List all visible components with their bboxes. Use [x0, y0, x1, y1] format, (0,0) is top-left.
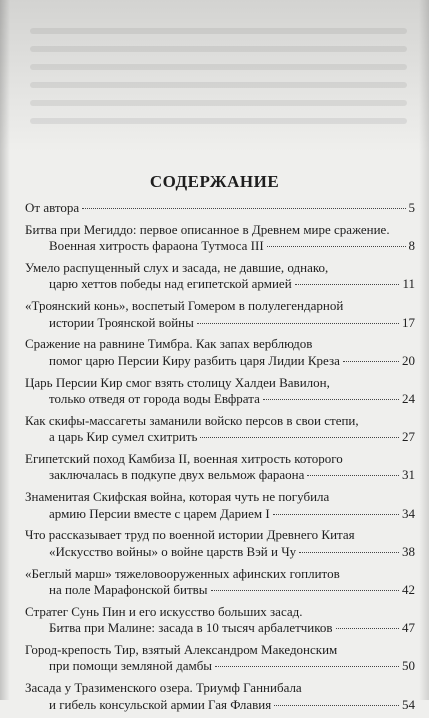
- toc-entry: [25, 336, 415, 369]
- toc-entry-line: [25, 566, 415, 582]
- dot-leader: [343, 361, 399, 362]
- dot-leader: [295, 284, 400, 285]
- page-edge-shadow: [419, 0, 429, 700]
- toc-entry: [25, 375, 415, 408]
- toc-entry-line: [25, 260, 415, 276]
- toc-entry-line: [25, 413, 415, 429]
- faded-text-line: [30, 100, 407, 106]
- toc-entry-line: [25, 375, 415, 391]
- faded-text-line: [30, 46, 407, 52]
- toc-entry-line: [25, 200, 415, 216]
- toc-entry-title: Как скифы-массагеты заманили войско персов в свои степи,: [25, 412, 359, 428]
- toc-page-number: 47: [402, 620, 415, 636]
- toc-entry-line: [25, 315, 415, 331]
- toc-entry: [25, 200, 415, 216]
- dot-leader: [215, 666, 399, 667]
- toc-entry-title: Битва при Мегиддо: первое описанное в Древнем мире сражение.: [25, 221, 390, 237]
- toc-entry-line: [25, 238, 415, 254]
- toc-entry-title: Засада у Тразименского озера. Триумф Ганнибала: [25, 680, 302, 696]
- dot-leader: [82, 208, 405, 209]
- dot-leader: [263, 399, 399, 400]
- toc-entry-title: на поле Марафонской битвы: [49, 582, 208, 598]
- toc-entry-title: Битва при Малине: засада в 10 тысяч арбалетчиков: [49, 620, 333, 636]
- toc-entry-title: только отведя от города воды Евфрата: [49, 391, 260, 407]
- toc-page-number: 5: [408, 200, 415, 215]
- toc-entry-line: [25, 680, 415, 696]
- toc-page-number: 17: [402, 314, 415, 330]
- toc-entry-line: [25, 544, 415, 560]
- toc-entry-title: Что рассказывает труд по военной истории Древнего Китая: [25, 527, 355, 543]
- toc-entry-title: «Троянский конь», воспетый Гомером в полулегендарной: [25, 298, 344, 314]
- dot-leader: [274, 705, 399, 706]
- toc-entry-title: заключалась в подкупе двух вельмож фараона: [49, 467, 305, 483]
- dot-leader: [299, 552, 399, 553]
- faded-text-line: [30, 64, 407, 70]
- toc-entry: [25, 222, 415, 255]
- toc-page-number: 11: [402, 276, 415, 292]
- toc-entry: [25, 260, 415, 293]
- faded-text-line: [30, 118, 407, 124]
- toc-entry-title: От автора: [25, 200, 80, 215]
- toc-page-number: 27: [402, 429, 415, 445]
- previous-page-bleed-through: [0, 0, 429, 152]
- dot-leader: [267, 246, 406, 247]
- toc-entry-line: [25, 527, 415, 543]
- table-of-contents: [25, 200, 415, 718]
- toc-entry-title: Знаменитая Скифская война, которая чуть не погубила: [25, 489, 330, 505]
- toc-entry-title: Город-крепость Тир, взятый Александром Македонским: [25, 642, 338, 658]
- toc-entry-line: [25, 353, 415, 369]
- toc-entry: [25, 489, 415, 522]
- toc-page-number: 24: [402, 391, 415, 407]
- toc-entry-line: [25, 336, 415, 352]
- toc-entry-line: [25, 429, 415, 445]
- toc-entry: [25, 527, 415, 560]
- toc-entry-line: [25, 276, 415, 292]
- dot-leader: [307, 475, 399, 476]
- toc-page-number: 20: [402, 352, 415, 368]
- toc-entry-line: [25, 391, 415, 407]
- toc-entry-line: [25, 222, 415, 238]
- toc-entry-title: Умело распущенный слух и засада, не давшие, однако,: [25, 260, 329, 275]
- toc-entry-line: [25, 697, 415, 713]
- toc-entry-title: Стратег Сунь Пин и его искусство больших засад.: [25, 603, 303, 619]
- toc-page-number: 38: [402, 543, 415, 559]
- toc-entry-title: царю хеттов победы над египетской армией: [49, 276, 292, 292]
- toc-entry-title: при помощи земляной дамбы: [49, 658, 213, 674]
- toc-entry-line: [25, 467, 415, 483]
- page-title: СОДЕРЖАНИЕ: [149, 172, 280, 191]
- faded-text-line: [30, 82, 407, 88]
- toc-entry-title: и гибель консульской армии Гая Флавия: [49, 696, 272, 712]
- dot-leader: [200, 437, 399, 438]
- toc-page-number: 54: [402, 696, 415, 712]
- toc-entry-title: армию Персии вместе с царем Дарием I: [49, 505, 270, 521]
- toc-entry-line: [25, 620, 415, 636]
- toc-page-number: 50: [402, 658, 415, 674]
- toc-page-number: 42: [402, 582, 415, 598]
- toc-entry-line: [25, 298, 415, 314]
- faded-text-line: [30, 28, 407, 34]
- toc-entry: [25, 604, 415, 637]
- toc-entry-title: «Беглый марш» тяжеловооруженных афинских гоплитов: [25, 565, 340, 581]
- toc-entry-title: Военная хитрость фараона Тутмоса III: [49, 238, 264, 254]
- toc-page-number: 34: [402, 505, 415, 521]
- toc-entry-line: [25, 489, 415, 505]
- toc-entry-line: [25, 506, 415, 522]
- toc-entry: [25, 680, 415, 713]
- toc-entry-title: истории Троянской войны: [49, 314, 194, 330]
- toc-entry-line: [25, 604, 415, 620]
- toc-entry-title: Египетский поход Камбиза II, военная хитрость которого: [25, 451, 343, 467]
- toc-entry: [25, 298, 415, 331]
- toc-entry-title: а царь Кир сумел схитрить: [49, 429, 198, 445]
- toc-entry-line: [25, 642, 415, 658]
- dot-leader: [273, 514, 399, 515]
- toc-entry: [25, 451, 415, 484]
- dot-leader: [211, 590, 399, 591]
- dot-leader: [197, 323, 399, 324]
- toc-entry-title: помог царю Персии Киру разбить царя Лидии Креза: [49, 352, 340, 368]
- toc-entry-title: Сражение на равнине Тимбра. Как запах верблюдов: [25, 336, 313, 352]
- toc-page-number: 31: [402, 467, 415, 483]
- toc-entry: [25, 413, 415, 446]
- toc-entry-title: Царь Персии Кир смог взять столицу Халдеи Вавилон,: [25, 374, 330, 390]
- toc-entry-title: «Искусство войны» о войне царств Вэй и Чу: [49, 543, 297, 559]
- page-edge-shadow: [0, 0, 10, 700]
- toc-entry-line: [25, 451, 415, 467]
- dot-leader: [336, 628, 399, 629]
- toc-entry-line: [25, 582, 415, 598]
- toc-entry-line: [25, 658, 415, 674]
- toc-entry: [25, 566, 415, 599]
- toc-page-number: 8: [408, 238, 415, 254]
- toc-entry: [25, 642, 415, 675]
